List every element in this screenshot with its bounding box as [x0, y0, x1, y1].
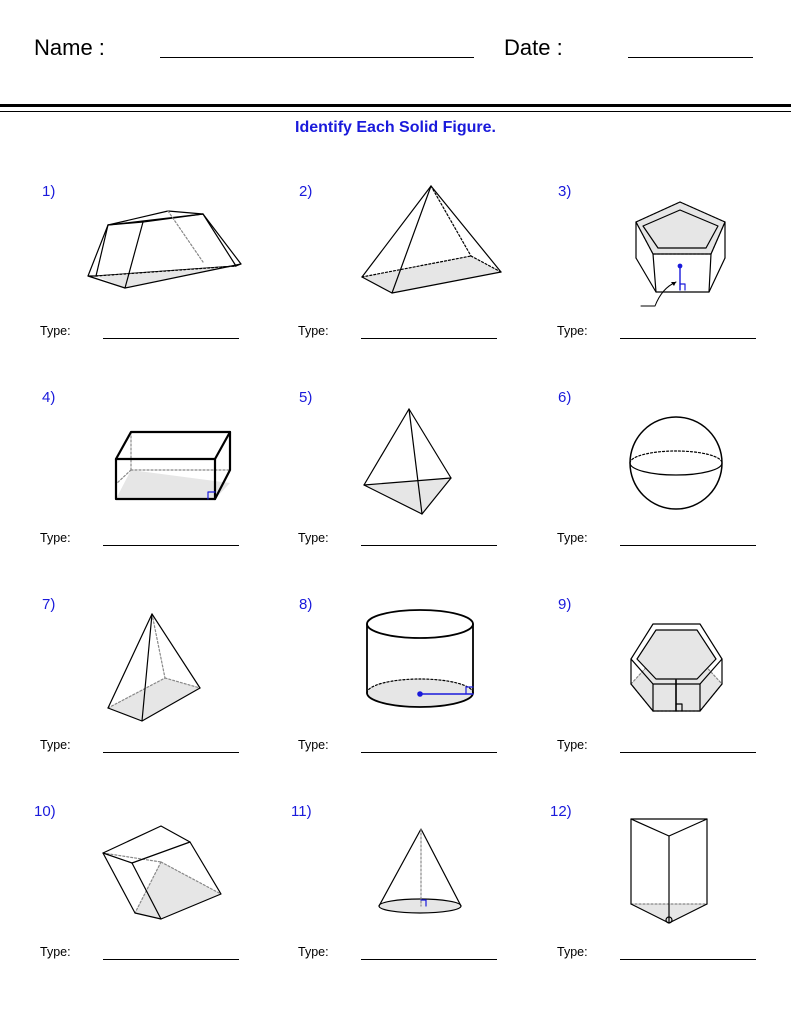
figure-9-hexagonal-prism: [631, 624, 722, 711]
figure-12-triangular-prism: [631, 819, 707, 923]
figure-1-trapezoidal-prism: [88, 211, 241, 288]
problem-2-number: 2): [299, 183, 313, 200]
problem-4-number: 4): [42, 389, 56, 406]
problem-7-type-label: Type:: [40, 738, 71, 752]
problem-3-type-label: Type:: [557, 324, 588, 338]
problem-1-number: 1): [42, 183, 56, 200]
figure-2-triangular-pyramid: [362, 186, 501, 293]
problem-9-number: 9): [558, 596, 572, 613]
problem-6-type-label: Type:: [557, 531, 588, 545]
date-label: Date :: [504, 35, 563, 60]
problem-8-type-label: Type:: [298, 738, 329, 752]
figure-6-sphere: [630, 417, 722, 509]
problem-2-type-label: Type:: [298, 324, 329, 338]
figure-4-rectangular-prism: [116, 432, 230, 499]
problem-4-type-label: Type:: [40, 531, 71, 545]
figure-10-cube: [103, 826, 221, 919]
problem-5-number: 5): [299, 389, 313, 406]
problem-10-type-label: Type:: [40, 945, 71, 959]
problem-10-number: 10): [34, 803, 56, 820]
problem-11-number: 11): [291, 803, 312, 820]
problem-6-number: 6): [558, 389, 572, 406]
worksheet-title: Identify Each Solid Figure.: [295, 119, 496, 136]
name-label: Name :: [34, 35, 105, 60]
problem-12-number: 12): [550, 803, 572, 820]
problem-12-type-label: Type:: [557, 945, 588, 959]
problem-11-type-label: Type:: [298, 945, 329, 959]
problem-9-type-label: Type:: [557, 738, 588, 752]
problem-5-type-label: Type:: [298, 531, 329, 545]
problem-8-number: 8): [299, 596, 313, 613]
problem-7-number: 7): [42, 596, 56, 613]
figure-3-pentagonal-prism: [636, 202, 725, 306]
figure-8-cylinder: [367, 610, 473, 707]
figure-5-tetrahedron: [364, 409, 451, 514]
problem-3-number: 3): [558, 183, 572, 200]
figure-7-square-pyramid: [108, 614, 200, 721]
figure-11-cone: [379, 829, 461, 913]
problem-1-type-label: Type:: [40, 324, 71, 338]
